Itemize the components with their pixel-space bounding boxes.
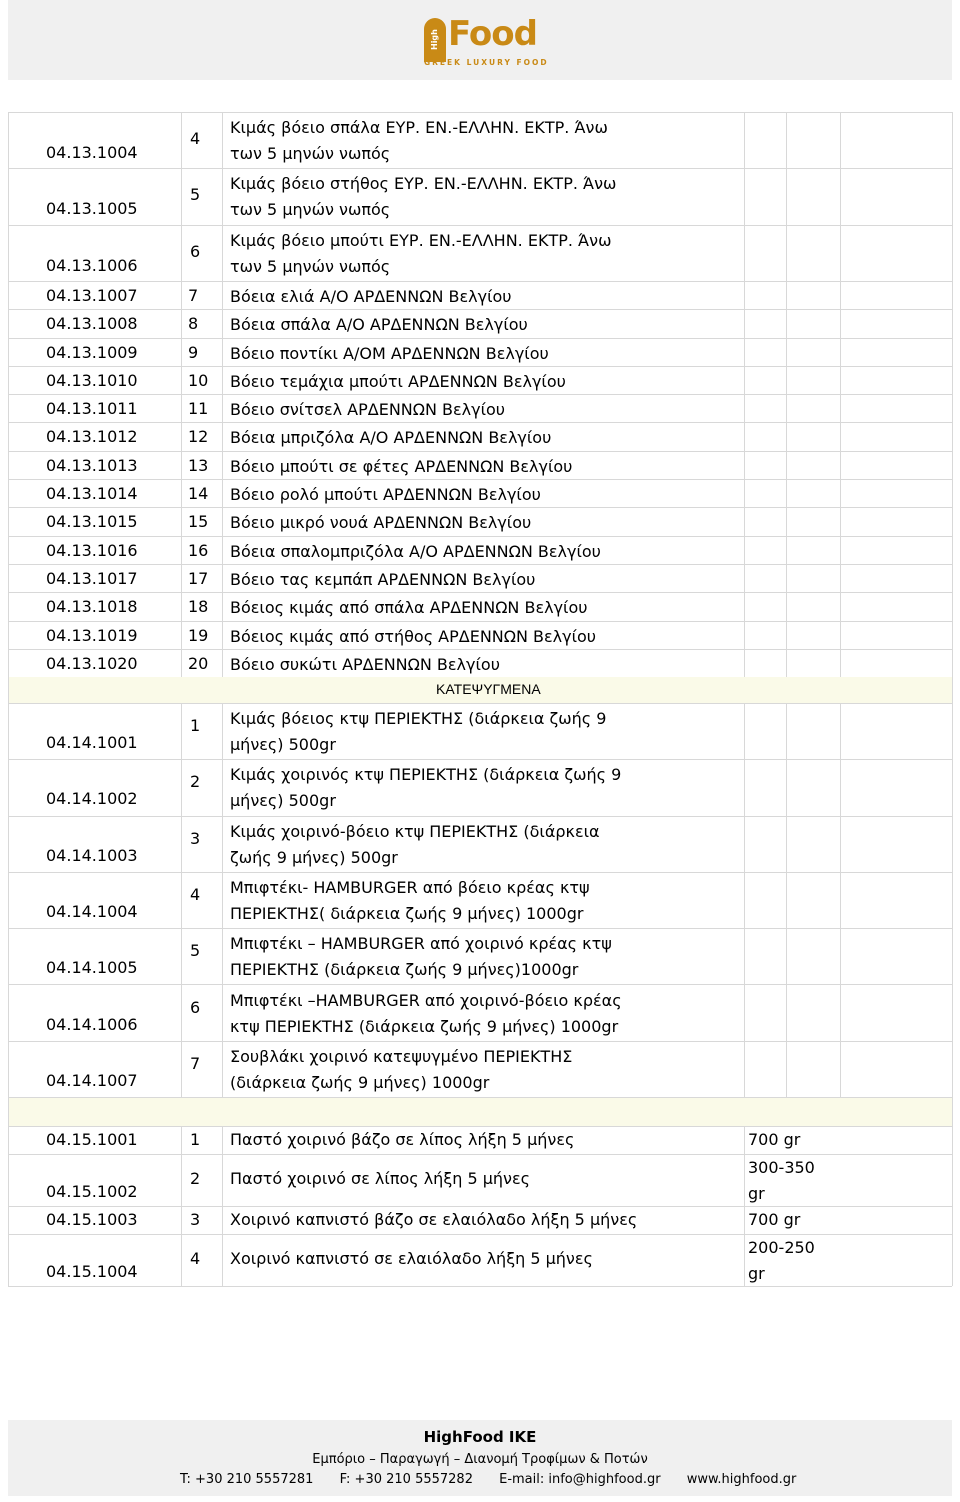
item-number: 13: [188, 455, 209, 475]
product-code: 04.15.1001: [46, 1130, 138, 1149]
row-divider: [8, 592, 952, 593]
row-divider: [8, 649, 952, 650]
product-code: 04.15.1004: [46, 1262, 138, 1281]
column-divider: [222, 112, 223, 677]
row-divider: [8, 309, 952, 310]
item-number: 20: [188, 653, 209, 673]
footer-fax: F: +30 210 5557282: [339, 1472, 473, 1487]
section-spacer-band: [8, 1098, 952, 1126]
product-code: 04.13.1006: [46, 255, 138, 275]
item-number: 3: [190, 828, 201, 848]
product-description: Βόειο μπούτι σε φέτες ΑΡΔΕΝΝΩΝ Βελγίου: [230, 456, 573, 476]
footer-company: HighFood IKE: [423, 1428, 537, 1446]
logo-badge: High: [424, 18, 446, 62]
product-description: Βόεια σπαλομπριζόλα Α/Ο ΑΡΔΕΝΝΩΝ Βελγίου: [230, 541, 601, 561]
column-divider: [840, 703, 841, 1097]
product-description: Βόειο τας κεμπάπ ΑΡΔΕΝΝΩΝ Βελγίου: [230, 569, 536, 589]
product-code: 04.14.1006: [46, 1014, 138, 1034]
product-description: Χοιρινό καπνιστό βάζο σε ελαιόλαδο λήξη 5 μήνες: [230, 1210, 638, 1229]
item-number: 7: [188, 285, 199, 305]
product-weight: 700 gr: [748, 1130, 801, 1149]
row-divider: [8, 759, 952, 760]
row-divider: [8, 621, 952, 622]
column-divider: [952, 1126, 953, 1286]
item-number: 16: [188, 540, 209, 560]
row-divider: [8, 564, 952, 565]
item-number: 15: [188, 512, 209, 532]
item-number: 7: [190, 1053, 201, 1073]
product-code: 04.13.1008: [46, 314, 138, 334]
item-number: 2: [190, 772, 201, 792]
product-description: Κιμάς βόειο σπάλα ΕΥΡ. ΕΝ.-ΕΛΛΗΝ. ΕΚΤΡ. Άνω: [230, 118, 608, 137]
row-divider: [8, 422, 952, 423]
product-code: 04.15.1003: [46, 1210, 138, 1229]
product-description: Βόειο σνίτσελ ΑΡΔΕΝΝΩΝ Βελγίου: [230, 400, 506, 420]
column-divider: [786, 703, 787, 1097]
product-code: 04.13.1016: [46, 540, 138, 560]
page-footer: [8, 1420, 952, 1496]
item-number: 5: [190, 941, 201, 961]
row-divider: [8, 225, 952, 226]
item-number: 12: [188, 427, 209, 447]
item-number: 4: [190, 129, 201, 148]
product-code: 04.13.1010: [46, 370, 138, 390]
product-description: Βόεια σπάλα Α/Ο ΑΡΔΕΝΝΩΝ Βελγίου: [230, 315, 528, 335]
column-divider: [786, 112, 787, 677]
row-divider: [8, 984, 952, 985]
row-divider: [8, 703, 952, 704]
frozen-heading: ΚΑΤΕΨΥΓΜΕΝΑ: [436, 681, 541, 697]
product-code: 04.13.1019: [46, 625, 138, 645]
product-weight: gr: [748, 1184, 765, 1203]
product-code: 04.14.1001: [46, 733, 138, 752]
item-number: 3: [190, 1210, 201, 1229]
product-weight: 300-350: [748, 1158, 815, 1177]
product-description: Βόειο ποντίκι Α/ΟΜ ΑΡΔΕΝΝΩΝ Βελγίου: [230, 343, 549, 363]
row-divider: [8, 281, 952, 282]
product-code: 04.15.1002: [46, 1182, 138, 1201]
column-divider: [8, 677, 9, 1126]
product-code: 04.13.1011: [46, 399, 138, 419]
product-description: Βόεια ελιά Α/Ο ΑΡΔΕΝΝΩΝ Βελγίου: [230, 286, 512, 306]
row-divider: [8, 112, 952, 113]
column-divider: [8, 1126, 9, 1286]
product-description: Βόειος κιμάς από στήθος ΑΡΔΕΝΝΩΝ Βελγίου: [230, 626, 597, 646]
row-divider: [8, 1286, 952, 1287]
row-divider: [8, 479, 952, 480]
row-divider: [8, 366, 952, 367]
row-divider: [8, 394, 952, 395]
column-divider: [181, 703, 182, 1097]
product-code: 04.13.1005: [46, 199, 138, 219]
product-weight: 700 gr: [748, 1210, 801, 1229]
product-code: 04.14.1007: [46, 1070, 138, 1090]
column-divider: [222, 1126, 223, 1286]
item-number: 5: [190, 185, 201, 205]
row-divider: [8, 168, 952, 169]
column-divider: [744, 703, 745, 1097]
item-number: 17: [188, 568, 209, 588]
product-description: Κιμάς βόειος κτψ ΠΕΡΙΕΚΤΗΣ (διάρκεια ζωής 9: [230, 709, 607, 728]
product-description: Βόειο μικρό νουά ΑΡΔΕΝΝΩΝ Βελγίου: [230, 513, 532, 533]
row-divider: [8, 338, 952, 339]
product-description: Βόειο ρολό μπούτι ΑΡΔΕΝΝΩΝ Βελγίου: [230, 485, 541, 504]
product-code: 04.13.1012: [46, 427, 138, 447]
product-description: Βόεια μπριζόλα Α/Ο ΑΡΔΕΝΝΩΝ Βελγίου: [230, 428, 552, 448]
product-description: Παστό χοιρινό βάζο σε λίπος λήξη 5 μήνες: [230, 1130, 575, 1149]
product-description: Μπιφτέκι –HAMBURGER από χοιρινό-βόειο κρέας: [230, 990, 622, 1010]
product-description: Κιμάς βόειο μπούτι ΕΥΡ. ΕΝ.-ΕΛΛΗΝ. ΕΚΤΡ. Άνω: [230, 230, 612, 250]
item-number: 14: [188, 484, 209, 503]
item-number: 18: [188, 597, 209, 617]
product-code: 04.13.1014: [46, 484, 138, 503]
product-description: ζωής 9 μήνες) 500gr: [230, 847, 398, 867]
item-number: 1: [190, 1130, 201, 1149]
item-number: 6: [190, 997, 201, 1017]
product-description: (διάρκεια ζωής 9 μήνες) 1000gr: [230, 1072, 490, 1092]
product-description: Χοιρινό καπνιστό σε ελαιόλαδο λήξη 5 μήνες: [230, 1249, 593, 1268]
product-code: 04.14.1004: [46, 901, 138, 921]
item-number: 4: [190, 884, 201, 904]
product-description: μήνες) 500gr: [230, 791, 336, 811]
product-description: κτψ ΠΕΡΙΕΚΤΗΣ (διάρκεια ζωής 9 μήνες) 1000gr: [230, 1016, 619, 1036]
product-code: 04.13.1017: [46, 568, 138, 588]
row-divider: [8, 872, 952, 873]
column-divider: [840, 112, 841, 677]
product-description: Μπιφτέκι – HAMBURGER από χοιρινό κρέας κτψ: [230, 934, 612, 954]
item-number: 4: [190, 1249, 201, 1268]
column-divider: [181, 112, 182, 677]
item-number: 8: [188, 314, 199, 334]
product-description: των 5 μηνών νωπός: [230, 144, 391, 163]
footer-contacts: [180, 1472, 818, 1487]
item-number: 1: [190, 716, 201, 735]
product-code: 04.13.1013: [46, 455, 138, 475]
row-divider: [8, 536, 952, 537]
logo-word: Food: [448, 14, 537, 54]
row-divider: [8, 816, 952, 817]
footer-subtitle: Εμπόριο – Παραγωγή – Διανομή Τροφίμων & Ποτών: [312, 1452, 648, 1467]
footer-website[interactable]: www.highfood.gr: [686, 1472, 797, 1487]
product-code: 04.13.1018: [46, 597, 138, 617]
column-divider: [8, 112, 9, 677]
footer-phone: T: +30 210 5557281: [180, 1472, 314, 1487]
product-code: 04.13.1015: [46, 512, 138, 532]
product-description: Παστό χοιρινό σε λίπος λήξη 5 μήνες: [230, 1169, 531, 1188]
product-code: 04.14.1003: [46, 845, 138, 865]
product-description: μήνες) 500gr: [230, 735, 336, 754]
item-number: 6: [190, 241, 201, 261]
column-divider: [952, 677, 953, 1126]
product-description: Βόειο τεμάχια μπούτι ΑΡΔΕΝΝΩΝ Βελγίου: [230, 371, 566, 391]
product-code: 04.13.1009: [46, 342, 138, 362]
product-description: Σουβλάκι χοιρινό κατεψυγμένο ΠΕΡΙΕΚΤΗΣ: [230, 1046, 573, 1066]
product-description: των 5 μηνών νωπός: [230, 256, 391, 276]
product-description: ΠΕΡΙΕΚΤΗΣ( διάρκεια ζωής 9 μήνες) 1000gr: [230, 903, 584, 923]
item-number: 11: [188, 399, 209, 419]
product-description: Μπιφτέκι- HAMBURGER από βόειο κρέας κτψ: [230, 877, 590, 897]
column-divider: [952, 112, 953, 677]
item-number: 2: [190, 1169, 201, 1188]
product-description: Κιμάς χοιρινός κτψ ΠΕΡΙΕΚΤΗΣ (διάρκεια ζωής 9: [230, 765, 622, 785]
row-divider: [8, 507, 952, 508]
product-description: ΠΕΡΙΕΚΤΗΣ (διάρκεια ζωής 9 μήνες)1000gr: [230, 960, 579, 980]
column-divider: [181, 1126, 182, 1286]
logo-tagline: GREEK LUXURY FOOD: [424, 58, 549, 67]
page-header: [8, 0, 952, 80]
item-number: 10: [188, 370, 209, 390]
row-divider: [8, 1041, 952, 1042]
product-description: Βόειο συκώτι ΑΡΔΕΝΝΩΝ Βελγίου: [230, 654, 500, 674]
row-divider: [8, 928, 952, 929]
product-description: Βόειος κιμάς από σπάλα ΑΡΔΕΝΝΩΝ Βελγίου: [230, 598, 588, 618]
product-code: 04.14.1002: [46, 789, 138, 809]
column-divider: [744, 1126, 745, 1286]
product-code: 04.13.1007: [46, 285, 138, 305]
column-divider: [744, 112, 745, 677]
item-number: 9: [188, 342, 199, 362]
product-weight: 200-250: [748, 1238, 815, 1257]
product-description: Κιμάς χοιρινό-βόειο κτψ ΠΕΡΙΕΚΤΗΣ (διάρκεια: [230, 821, 600, 841]
product-description: των 5 μηνών νωπός: [230, 200, 391, 220]
row-divider: [8, 451, 952, 452]
column-divider: [222, 703, 223, 1097]
item-number: 19: [188, 625, 209, 645]
product-code: 04.14.1005: [46, 958, 138, 978]
product-description: Κιμάς βόειο στήθος ΕΥΡ. ΕΝ.-ΕΛΛΗΝ. ΕΚΤΡ. Άνω: [230, 174, 617, 194]
product-code: 04.13.1004: [46, 143, 138, 162]
product-weight: gr: [748, 1264, 765, 1283]
product-code: 04.13.1020: [46, 653, 138, 673]
highfood-logo: [424, 14, 554, 70]
footer-email[interactable]: E-mail: info@highfood.gr: [499, 1472, 661, 1487]
